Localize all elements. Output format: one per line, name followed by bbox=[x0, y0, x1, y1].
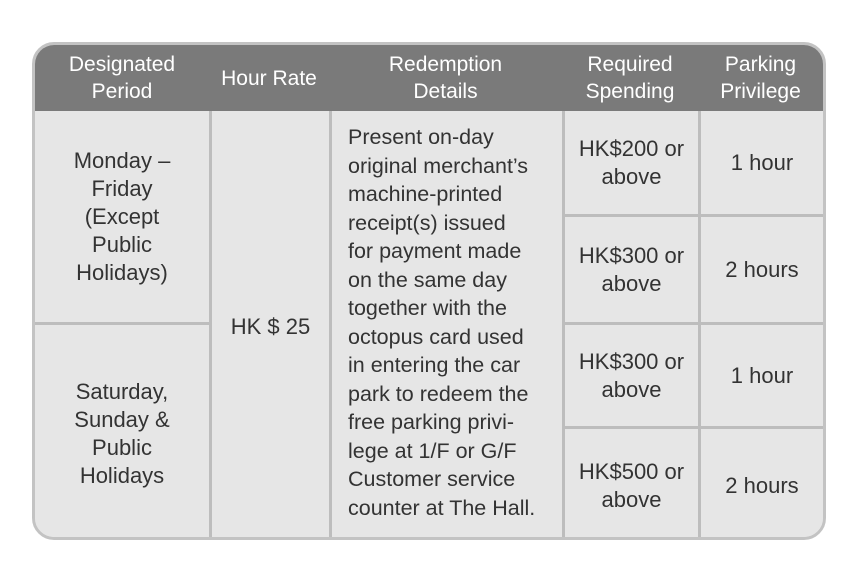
header-redemption-details: Redemption Details bbox=[329, 45, 562, 111]
header-designated-period: Designated Period bbox=[35, 45, 209, 111]
privilege-cell-2: 2 hours bbox=[698, 214, 823, 322]
period-weekend-cell: Saturday, Sunday & Public Holidays bbox=[35, 322, 209, 540]
header-parking-privilege: Parking Privilege bbox=[698, 45, 823, 111]
parking-privilege-table bbox=[32, 42, 826, 540]
privilege-cell-1: 1 hour bbox=[698, 111, 823, 214]
spending-cell-2: HK$300 or above bbox=[562, 214, 698, 322]
privilege-cell-4: 2 hours bbox=[698, 426, 823, 540]
privilege-cell-3: 1 hour bbox=[698, 322, 823, 426]
redemption-details-cell: Present on-day original merchant’s machine-printed receipt(s) issued for payment made on the same day together with the octopus card used in entering the car park to redeem the free parking privi- lege at 1/F or G/F Customer service counter at The Hall. bbox=[329, 111, 562, 540]
header-required-spending: Required Spending bbox=[562, 45, 698, 111]
spending-cell-4: HK$500 or above bbox=[562, 426, 698, 540]
spending-cell-1: HK$200 or above bbox=[562, 111, 698, 214]
period-weekday-cell: Monday – Friday (Except Public Holidays) bbox=[35, 111, 209, 322]
hour-rate-cell: HK $ 25 bbox=[209, 111, 329, 540]
spending-cell-3: HK$300 or above bbox=[562, 322, 698, 426]
header-hour-rate: Hour Rate bbox=[209, 45, 329, 111]
table-grid bbox=[35, 45, 823, 537]
